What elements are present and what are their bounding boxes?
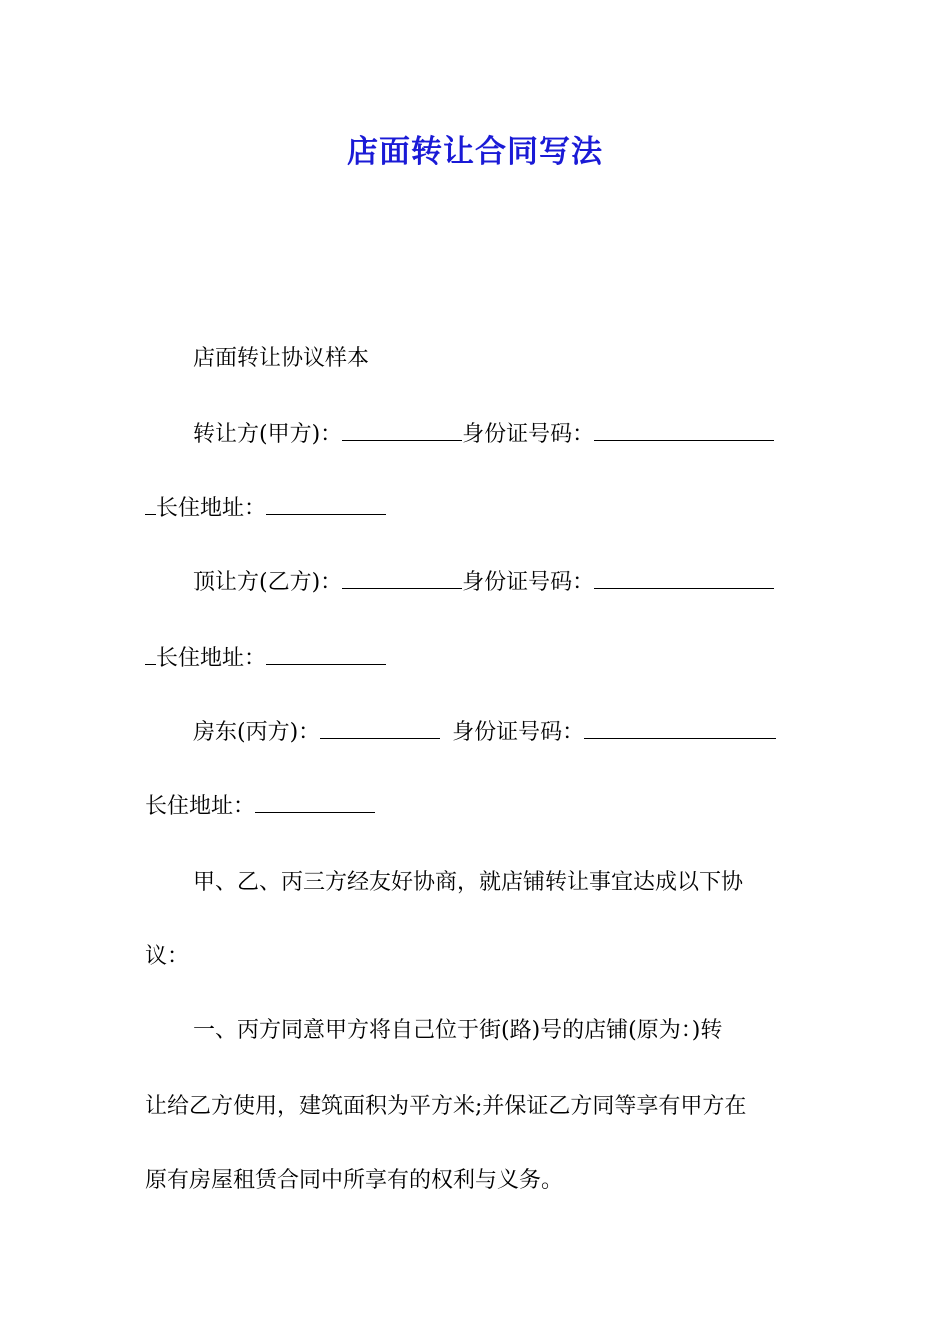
party-c-address-line [145, 790, 375, 824]
document-title: 店面转让合同写法 [347, 134, 603, 170]
party-a-address-label: 长住地址： [156, 496, 267, 521]
party-c-address-label: 长住地址： [145, 794, 256, 819]
intro-paragraph-line-2: 议： [145, 944, 190, 969]
party-b-id-blank[interactable] [594, 566, 774, 589]
party-a-id-blank-cont[interactable] [145, 492, 156, 515]
party-b-name-blank[interactable] [342, 566, 462, 589]
party-a-address-blank[interactable] [266, 492, 386, 515]
clause-1-line-3: 原有房屋租赁合同中所享有的权利与义务。 [145, 1168, 564, 1193]
party-c-name-blank[interactable] [320, 716, 440, 739]
party-a-name-blank[interactable] [342, 418, 462, 441]
party-a-id-label: 身份证号码： [462, 422, 595, 447]
party-a-address-line [145, 492, 386, 526]
party-b-id-label: 身份证号码： [462, 570, 595, 595]
party-a-line [193, 418, 774, 452]
document-heading: 店面转让协议样本 [193, 346, 370, 371]
party-b-address-blank[interactable] [266, 642, 386, 665]
party-c-id-label: 身份证号码： [452, 720, 585, 745]
party-b-address-line [145, 642, 386, 676]
party-a-label: 转让方(甲方)： [193, 422, 343, 447]
party-c-id-blank[interactable] [584, 716, 776, 739]
party-c-address-blank[interactable] [255, 790, 375, 813]
party-a-id-blank[interactable] [594, 418, 774, 441]
party-c-line [193, 716, 776, 750]
intro-paragraph-line-1: 甲、乙、丙三方经友好协商，就店铺转让事宜达成以下协 [193, 870, 744, 895]
party-b-label: 顶让方(乙方)： [193, 570, 343, 595]
party-c-label: 房东(丙方)： [193, 720, 321, 745]
party-b-id-blank-cont[interactable] [145, 642, 156, 665]
party-b-line [193, 566, 774, 600]
clause-1-line-1: 一、丙方同意甲方将自己位于街(路)号的店铺(原为：)转 [193, 1018, 723, 1043]
clause-1-line-2: 让给乙方使用，建筑面积为平方米;并保证乙方同等享有甲方在 [145, 1094, 747, 1119]
party-b-address-label: 长住地址： [156, 646, 267, 671]
